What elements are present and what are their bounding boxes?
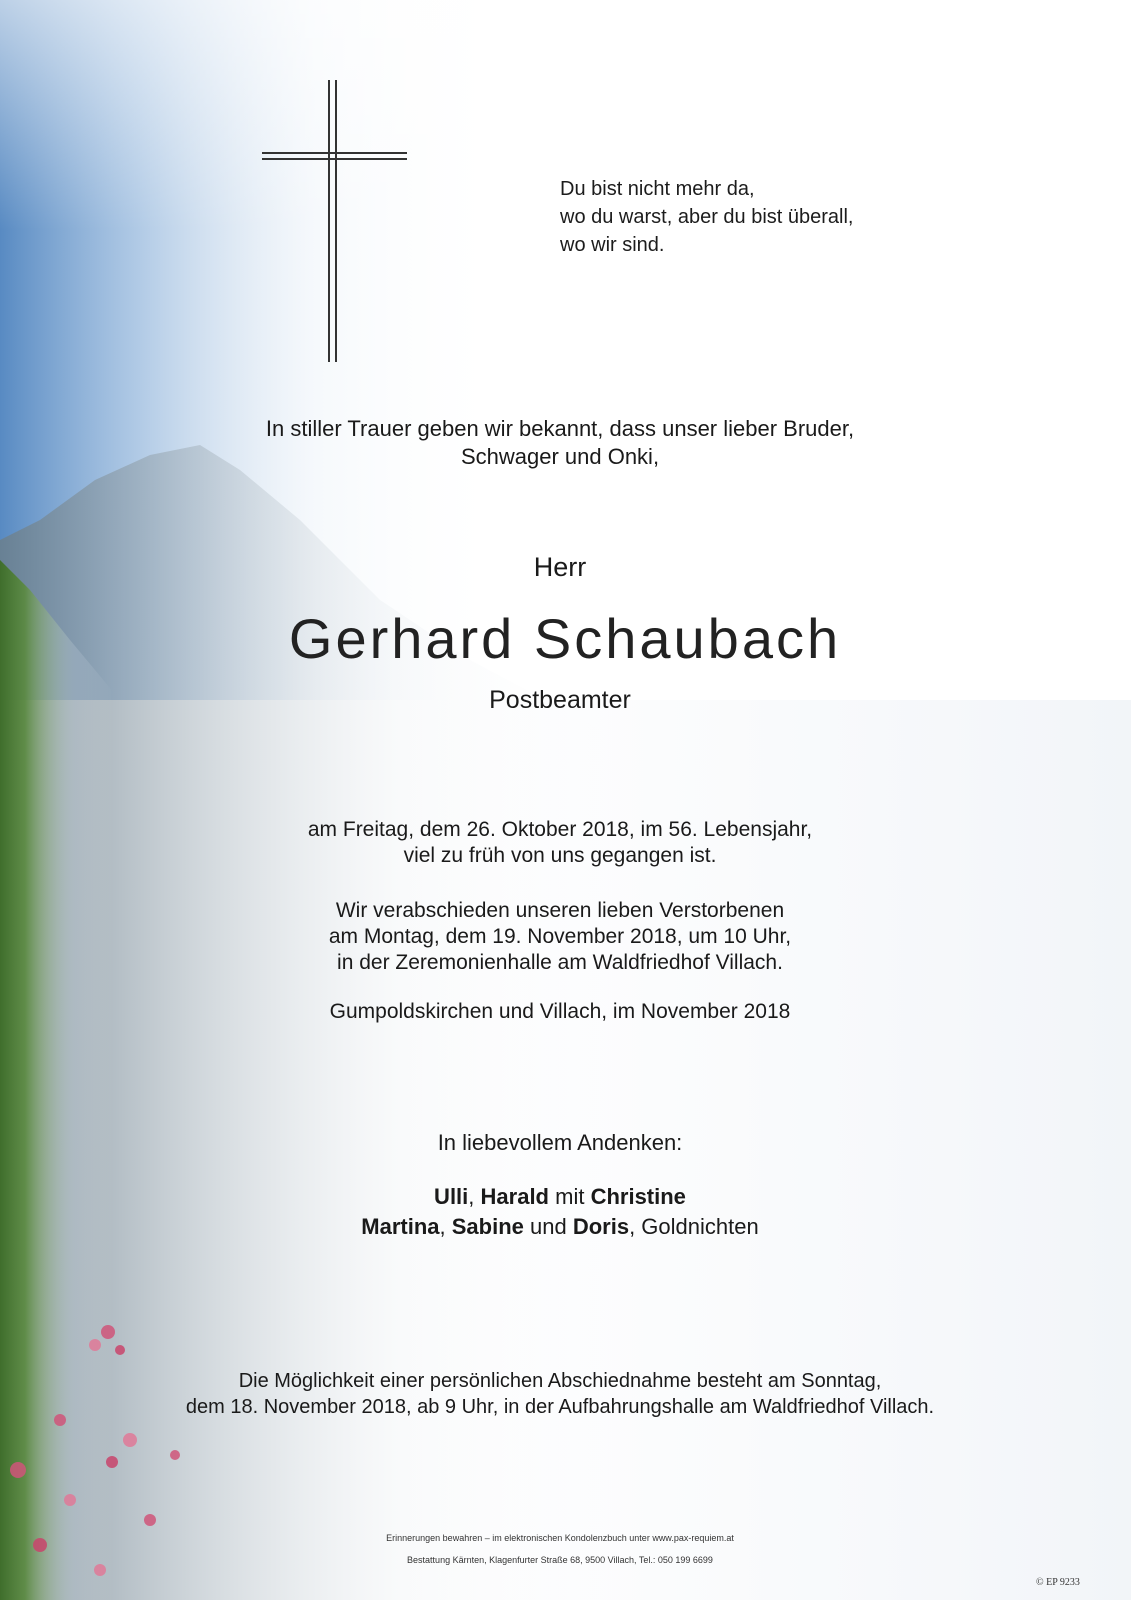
separator: , bbox=[439, 1214, 452, 1239]
viewing-line: dem 18. November 2018, ab 9 Uhr, in der Aufbahrungshalle am Waldfriedhof Villach. bbox=[185, 1396, 935, 1418]
mourners-line bbox=[361, 1212, 758, 1242]
mourner-name: Ulli bbox=[434, 1184, 469, 1209]
viewing-notice bbox=[186, 1368, 934, 1420]
announcement-line: Schwager und Onki, bbox=[460, 444, 660, 469]
death-notice bbox=[308, 817, 812, 869]
funeral-line: Wir verabschieden unseren lieben Verstorbenen bbox=[335, 899, 785, 922]
quote-line: wo wir sind. bbox=[560, 234, 665, 256]
mourner-name: Sabine bbox=[451, 1214, 524, 1239]
mourners-line bbox=[361, 1182, 758, 1212]
mourner-name: Doris bbox=[572, 1214, 630, 1239]
memory-heading: In liebevollem Andenken: bbox=[437, 1130, 683, 1155]
mourners-list bbox=[361, 1182, 758, 1242]
death-line: viel zu früh von uns gegangen ist. bbox=[403, 844, 717, 867]
funeral-details bbox=[329, 898, 791, 976]
place-and-date: Gumpoldskirchen und Villach, im November 2018 bbox=[329, 1000, 791, 1023]
quote-line: wo du warst, aber du bist überall, bbox=[560, 206, 854, 228]
announcement-line: In stiller Trauer geben wir bekannt, dass unser lieber Bruder, bbox=[265, 416, 855, 441]
mourner-name: Christine bbox=[590, 1184, 686, 1209]
footer-line: Bestattung Kärnten, Klagenfurter Straße 68, 9500 Villach, Tel.: 050 199 6699 bbox=[407, 1555, 713, 1565]
deceased-occupation: Postbeamter bbox=[489, 686, 631, 714]
connector: und bbox=[523, 1214, 573, 1239]
deceased-title: Herr bbox=[533, 552, 587, 582]
announcement bbox=[266, 415, 854, 471]
footer-imprint bbox=[386, 1527, 734, 1571]
relation-suffix: , Goldnichten bbox=[629, 1214, 759, 1239]
viewing-line: Die Möglichkeit einer persönlichen Abschiednahme besteht am Sonntag, bbox=[238, 1370, 882, 1392]
mourner-name: Martina bbox=[361, 1214, 440, 1239]
mourner-name: Harald bbox=[480, 1184, 550, 1209]
connector: mit bbox=[549, 1184, 591, 1209]
funeral-line: in der Zeremonienhalle am Waldfriedhof Villach. bbox=[337, 951, 783, 974]
deceased-name: Gerhard Schaubach bbox=[288, 607, 842, 670]
cross-icon bbox=[262, 80, 407, 362]
memorial-quote bbox=[560, 175, 854, 259]
footer-line: Erinnerungen bewahren – im elektronischen Kondolenzbuch unter www.pax-requiem.at bbox=[386, 1533, 734, 1543]
quote-line: Du bist nicht mehr da, bbox=[560, 178, 755, 200]
product-code: © EP 9233 bbox=[1036, 1577, 1080, 1588]
death-line: am Freitag, dem 26. Oktober 2018, im 56. Lebensjahr, bbox=[307, 818, 813, 841]
funeral-line: am Montag, dem 19. November 2018, um 10 Uhr, bbox=[328, 925, 792, 948]
separator: , bbox=[468, 1184, 481, 1209]
